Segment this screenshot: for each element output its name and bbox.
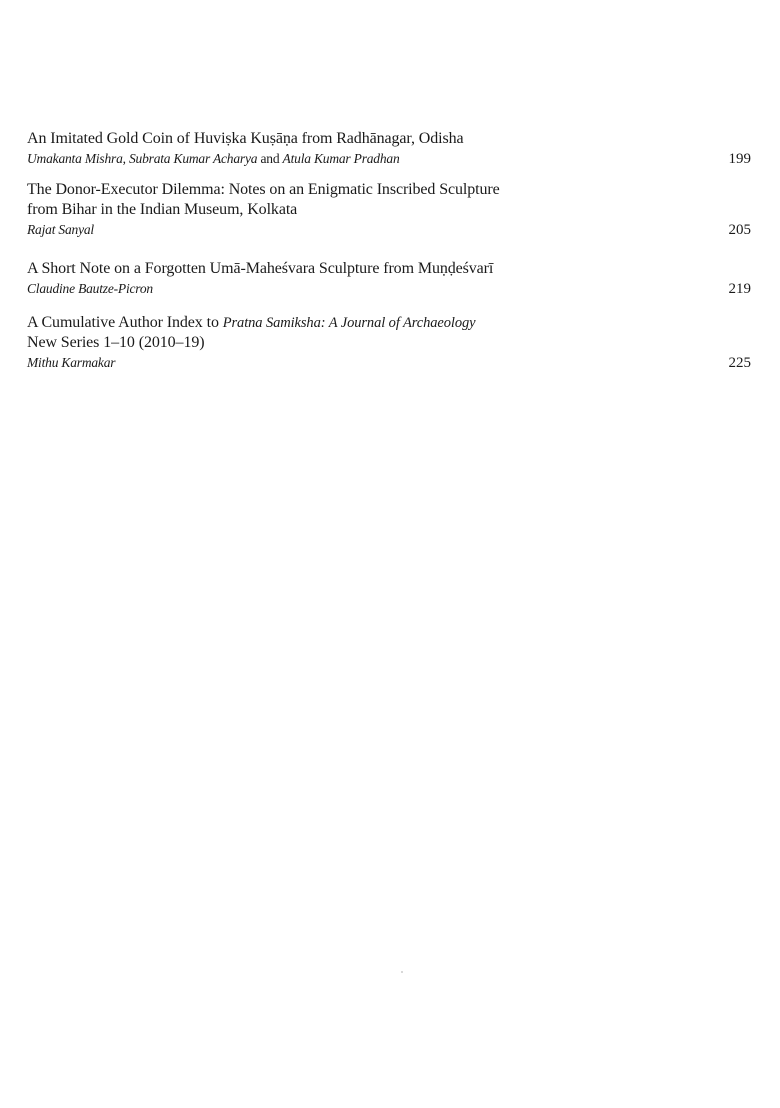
separator: and <box>257 151 283 166</box>
entry-authors: Claudine Bautze-Picron <box>27 281 153 296</box>
separator: , <box>122 151 129 166</box>
entry-title: The Donor-Executor Dilemma: Notes on an Enigmatic Inscribed Sculpture <box>27 181 500 198</box>
toc-entry <box>27 129 751 169</box>
entry-authors: Rajat Sanyal <box>27 222 94 237</box>
entry-title <box>27 313 751 333</box>
toc-entry <box>27 313 751 373</box>
toc-entry <box>27 259 751 299</box>
entry-authors <box>27 149 751 169</box>
author: Atula Kumar Pradhan <box>282 151 400 166</box>
entry-title: New Series 1–10 (2010–19) <box>27 334 205 351</box>
scan-speck <box>401 971 403 973</box>
page-number: 219 <box>728 281 751 297</box>
page-number: 199 <box>728 151 751 167</box>
page-number: 225 <box>728 355 751 371</box>
entry-authors: Mithu Karmakar <box>27 355 116 370</box>
entry-title: An Imitated Gold Coin of Huviṣka Kuṣāṇa from Radhānagar, Odisha <box>27 130 464 147</box>
page-number: 205 <box>728 222 751 238</box>
author: Subrata Kumar Acharya <box>128 151 258 166</box>
toc-entry <box>27 180 751 240</box>
entry-title: A Short Note on a Forgotten Umā-Maheśvara Sculpture from Muṇḍeśvarī <box>27 260 494 277</box>
title-prefix: A Cumulative Author Index to <box>27 314 223 331</box>
author: Umakanta Mishra <box>27 151 123 166</box>
entry-title: from Bihar in the Indian Museum, Kolkata <box>27 201 298 218</box>
journal-title: Pratna Samiksha: A Journal of Archaeology <box>222 315 476 331</box>
